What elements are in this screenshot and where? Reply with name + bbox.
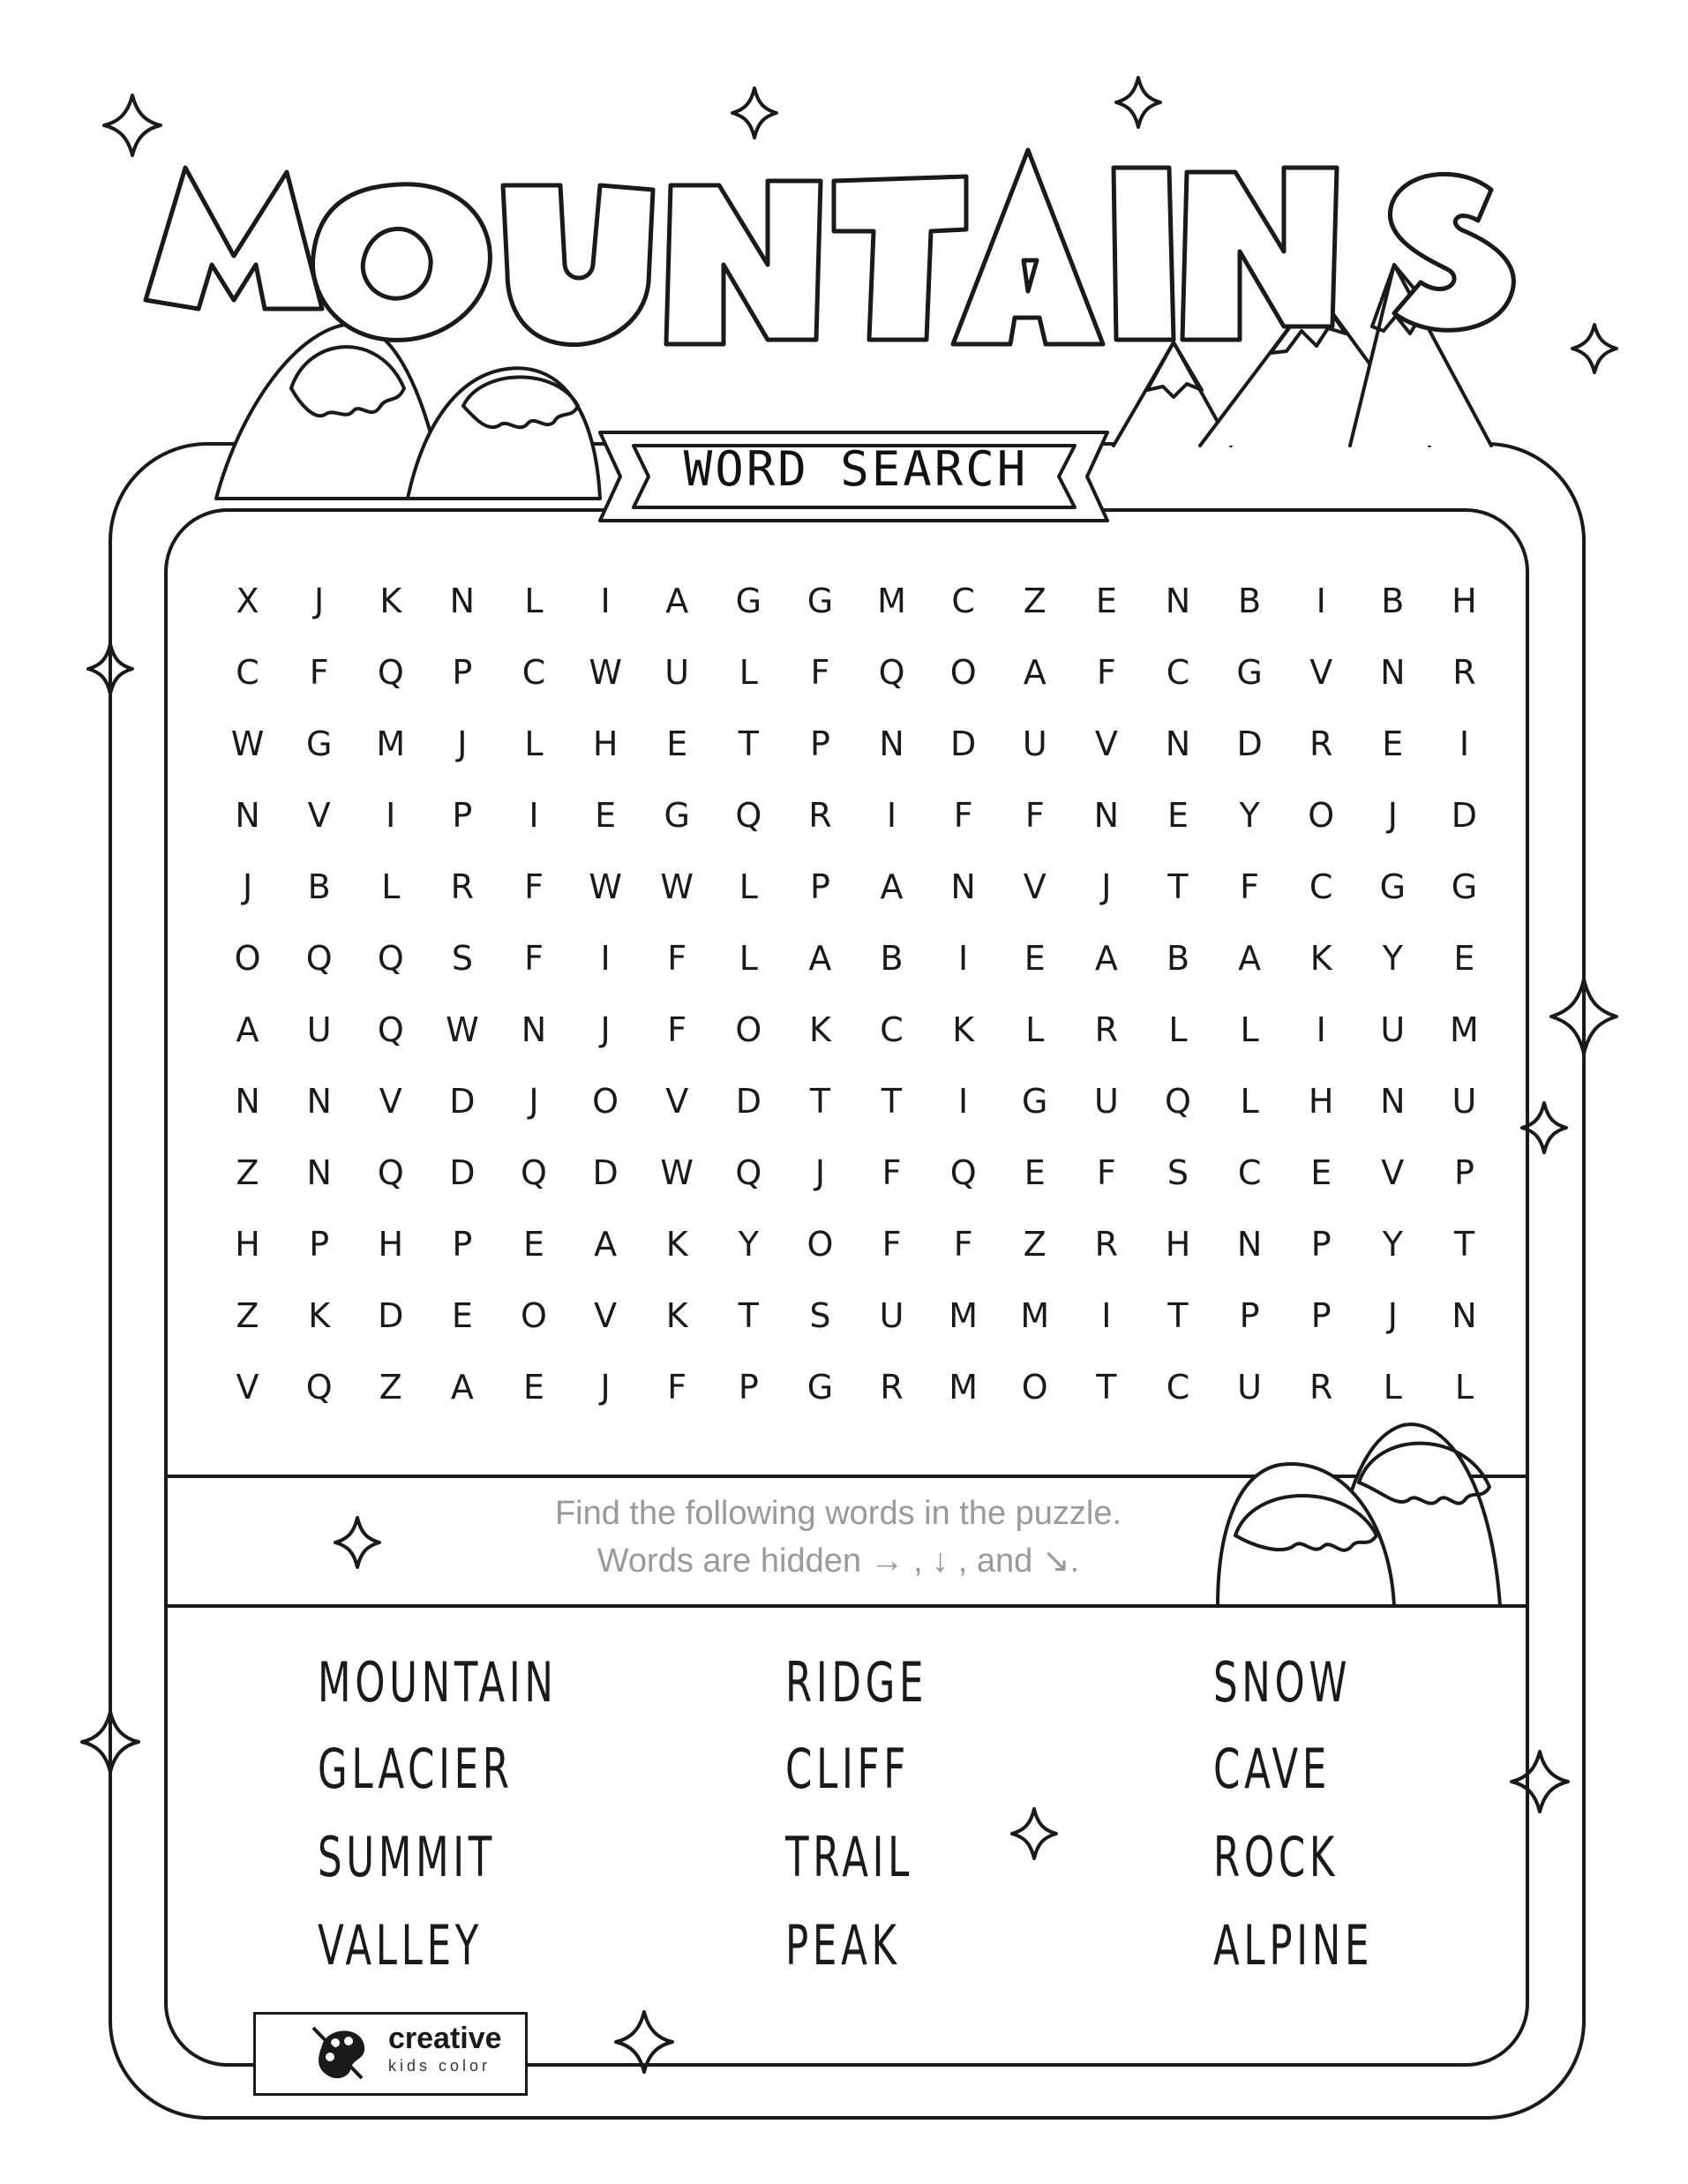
- grid-letter[interactable]: J: [814, 1152, 826, 1192]
- grid-letter[interactable]: J: [1387, 795, 1398, 835]
- grid-letter[interactable]: F: [667, 1367, 687, 1407]
- grid-letter[interactable]: V: [307, 795, 331, 835]
- grid-letter[interactable]: N: [449, 581, 476, 620]
- grid-letter[interactable]: U: [306, 1009, 332, 1049]
- grid-letter[interactable]: N: [1165, 724, 1191, 763]
- grid-letter[interactable]: O: [521, 1295, 547, 1335]
- grid-letter[interactable]: X: [236, 581, 259, 620]
- grid-letter[interactable]: J: [600, 1367, 611, 1407]
- grid-letter[interactable]: S: [451, 938, 473, 978]
- grid-letter[interactable]: M: [376, 724, 406, 763]
- grid-letter[interactable]: C: [521, 652, 546, 692]
- grid-letter[interactable]: P: [309, 1224, 330, 1264]
- grid-letter[interactable]: I: [958, 1081, 969, 1121]
- grid-letter[interactable]: E: [451, 1295, 473, 1335]
- grid-letter[interactable]: L: [1383, 1367, 1402, 1407]
- grid-letter[interactable]: L: [524, 581, 544, 620]
- grid-letter[interactable]: J: [242, 867, 253, 906]
- grid-letter[interactable]: G: [735, 581, 762, 620]
- grid-letter[interactable]: I: [1316, 1009, 1326, 1049]
- title-letter-a: [953, 150, 1103, 344]
- grid-letter[interactable]: B: [1238, 581, 1262, 620]
- grid-letter[interactable]: V: [1381, 1152, 1405, 1192]
- grid-letter[interactable]: C: [1237, 1152, 1262, 1192]
- grid-letter[interactable]: R: [1309, 1367, 1333, 1407]
- grid-letter[interactable]: A: [236, 1009, 259, 1049]
- grid-letter[interactable]: D: [592, 1152, 619, 1192]
- grid-letter[interactable]: P: [1453, 1152, 1474, 1192]
- grid-letter[interactable]: O: [735, 1009, 762, 1049]
- grid-letter[interactable]: F: [524, 867, 544, 906]
- grid-letter[interactable]: J: [600, 1009, 611, 1049]
- grid-letter[interactable]: O: [1021, 1367, 1048, 1407]
- grid-letter[interactable]: Y: [1382, 938, 1403, 978]
- title-letter-m: [146, 168, 322, 309]
- grid-letter[interactable]: H: [592, 724, 619, 763]
- grid-row: [212, 779, 1500, 851]
- grid-letter[interactable]: I: [600, 581, 611, 620]
- grid-letter[interactable]: G: [1379, 867, 1407, 906]
- grid-letter[interactable]: V: [594, 1295, 618, 1335]
- grid-letter[interactable]: L: [1168, 1009, 1188, 1049]
- creative-kids-color-logo: [253, 2012, 528, 2096]
- grid-letter[interactable]: T: [1167, 1295, 1189, 1335]
- grid-row: [212, 1065, 1500, 1137]
- grid-letter[interactable]: U: [1093, 1081, 1119, 1121]
- grid-letter[interactable]: V: [1094, 724, 1118, 763]
- grid-letter[interactable]: U: [879, 1295, 904, 1335]
- grid-letter[interactable]: K: [665, 1295, 688, 1335]
- grid-letter[interactable]: N: [306, 1152, 332, 1192]
- grid-letter[interactable]: H: [1452, 581, 1477, 620]
- hill-left-small: [408, 368, 600, 499]
- grid-letter[interactable]: A: [1094, 938, 1118, 978]
- grid-letter[interactable]: I: [600, 938, 611, 978]
- grid-letter[interactable]: Z: [236, 1152, 259, 1192]
- grid-row: [212, 994, 1500, 1065]
- grid-letter[interactable]: M: [1450, 1009, 1479, 1049]
- grid-letter[interactable]: D: [449, 1152, 476, 1192]
- grid-letter[interactable]: A: [594, 1224, 618, 1264]
- grid-letter[interactable]: I: [886, 795, 897, 835]
- grid-letter[interactable]: K: [379, 581, 402, 620]
- grid-letter[interactable]: Z: [1023, 1224, 1047, 1264]
- word-list-item: SUMMIT: [318, 1825, 497, 1889]
- grid-letter[interactable]: C: [1166, 652, 1190, 692]
- grid-letter[interactable]: M: [877, 581, 906, 620]
- grid-letter[interactable]: A: [1238, 938, 1262, 978]
- grid-letter[interactable]: O: [949, 652, 977, 692]
- word-list: [318, 1650, 1421, 2003]
- grid-letter[interactable]: A: [1023, 652, 1047, 692]
- grid-letter[interactable]: U: [1237, 1367, 1262, 1407]
- title-letter-u: [503, 185, 653, 345]
- grid-letter[interactable]: Q: [305, 938, 333, 978]
- grid-letter[interactable]: Q: [305, 1367, 333, 1407]
- grid-letter[interactable]: N: [1236, 1224, 1263, 1264]
- grid-letter[interactable]: K: [308, 1295, 331, 1335]
- grid-letter[interactable]: O: [592, 1081, 619, 1121]
- grid-letter[interactable]: F: [882, 1224, 902, 1264]
- grid-letter[interactable]: F: [1096, 652, 1116, 692]
- grid-letter[interactable]: K: [665, 1224, 688, 1264]
- grid-letter[interactable]: A: [450, 1367, 474, 1407]
- grid-letter[interactable]: E: [1453, 938, 1475, 978]
- instructions-line-1: Find the following words in the puzzle.: [554, 1495, 1122, 1532]
- grid-letter[interactable]: C: [880, 1009, 904, 1049]
- logo-subtext: kids color: [388, 2057, 491, 2075]
- grid-letter[interactable]: V: [1023, 867, 1047, 906]
- grid-letter[interactable]: Q: [521, 1152, 547, 1192]
- grid-letter[interactable]: N: [306, 1081, 332, 1121]
- grid-letter[interactable]: M: [1020, 1295, 1050, 1335]
- grid-letter[interactable]: J: [1101, 867, 1112, 906]
- word-list-item: CAVE: [1213, 1737, 1332, 1801]
- grid-letter[interactable]: I: [958, 938, 969, 978]
- grid-letter[interactable]: L: [1240, 1009, 1259, 1049]
- grid-letter[interactable]: L: [1025, 1009, 1045, 1049]
- grid-letter[interactable]: L: [739, 867, 758, 906]
- grid-letter[interactable]: E: [1095, 581, 1117, 620]
- grid-letter[interactable]: Y: [1239, 795, 1260, 835]
- grid-letter[interactable]: L: [739, 938, 758, 978]
- logo-text: creative: [388, 2022, 502, 2055]
- grid-row: [212, 1137, 1500, 1208]
- grid-letter[interactable]: G: [305, 724, 333, 763]
- grid-letter[interactable]: Q: [735, 1152, 762, 1192]
- grid-letter[interactable]: K: [808, 1009, 831, 1049]
- grid-letter[interactable]: L: [739, 652, 758, 692]
- letter-grid-table: [212, 565, 1500, 1422]
- grid-letter[interactable]: R: [808, 795, 832, 835]
- grid-letter[interactable]: C: [1166, 1367, 1190, 1407]
- grid-letter[interactable]: L: [381, 867, 401, 906]
- grid-letter[interactable]: C: [1309, 867, 1333, 906]
- grid-letter[interactable]: F: [309, 652, 329, 692]
- grid-letter[interactable]: O: [806, 1224, 834, 1264]
- grid-letter[interactable]: R: [880, 1367, 904, 1407]
- title-letters: [146, 150, 1513, 345]
- grid-letter[interactable]: F: [953, 795, 973, 835]
- grid-letter[interactable]: W: [230, 724, 265, 763]
- grid-letter[interactable]: Q: [377, 1152, 404, 1192]
- grid-letter[interactable]: F: [667, 1009, 687, 1049]
- word-list-item: GLACIER: [318, 1737, 514, 1801]
- grid-letter[interactable]: U: [664, 652, 690, 692]
- grid-letter[interactable]: I: [1101, 1295, 1112, 1335]
- grid-letter[interactable]: M: [949, 1295, 979, 1335]
- grid-row: [212, 708, 1500, 779]
- grid-letter[interactable]: T: [1096, 1367, 1117, 1407]
- grid-letter[interactable]: R: [1309, 724, 1333, 763]
- grid-letter[interactable]: W: [589, 652, 622, 692]
- grid-letter[interactable]: L: [1240, 1081, 1259, 1121]
- grid-letter[interactable]: W: [589, 867, 622, 906]
- title-letter-i: [1114, 168, 1174, 340]
- grid-letter[interactable]: A: [665, 581, 689, 620]
- grid-letter[interactable]: J: [457, 724, 468, 763]
- grid-letter[interactable]: N: [879, 724, 904, 763]
- grid-letter[interactable]: D: [950, 724, 977, 763]
- word-list-item: SNOW: [1213, 1650, 1352, 1715]
- grid-letter[interactable]: F: [953, 1224, 973, 1264]
- grid-letter[interactable]: P: [809, 724, 830, 763]
- grid-letter[interactable]: C: [951, 581, 975, 620]
- grid-letter[interactable]: D: [1451, 795, 1478, 835]
- grid-letter[interactable]: S: [1167, 1152, 1189, 1192]
- grid-letter[interactable]: F: [810, 652, 830, 692]
- grid-letter[interactable]: F: [1024, 795, 1045, 835]
- grid-letter[interactable]: E: [522, 1224, 544, 1264]
- grid-letter[interactable]: H: [378, 1224, 404, 1264]
- grid-letter[interactable]: Q: [735, 795, 762, 835]
- sparkle-icon: [732, 88, 776, 138]
- grid-letter[interactable]: O: [1308, 795, 1335, 835]
- grid-row: [212, 1280, 1500, 1351]
- grid-letter[interactable]: F: [667, 938, 687, 978]
- grid-letter[interactable]: P: [738, 1367, 759, 1407]
- grid-letter[interactable]: H: [1165, 1224, 1191, 1264]
- sparkle-icon: [104, 95, 161, 155]
- grid-letter[interactable]: V: [236, 1367, 259, 1407]
- grid-letter[interactable]: K: [952, 1009, 975, 1049]
- grid-letter[interactable]: Y: [738, 1224, 759, 1264]
- grid-letter[interactable]: V: [665, 1081, 689, 1121]
- grid-letter[interactable]: N: [1452, 1295, 1477, 1335]
- grid-letter[interactable]: T: [881, 1081, 903, 1121]
- grid-letter[interactable]: G: [664, 795, 690, 835]
- grid-letter[interactable]: E: [666, 724, 688, 763]
- sparkle-icon: [1572, 325, 1617, 372]
- grid-letter[interactable]: V: [379, 1081, 402, 1121]
- title-letter-n: [666, 181, 821, 344]
- grid-letter[interactable]: Z: [1023, 581, 1047, 620]
- grid-letter[interactable]: U: [1380, 1009, 1406, 1049]
- grid-letter[interactable]: Q: [377, 652, 404, 692]
- grid-letter[interactable]: G: [806, 581, 834, 620]
- grid-letter[interactable]: F: [524, 938, 544, 978]
- grid-row: [212, 565, 1500, 636]
- sparkle-icon: [1116, 78, 1160, 127]
- grid-letter[interactable]: N: [950, 867, 976, 906]
- title-letter-o: [312, 184, 490, 341]
- grid-letter[interactable]: R: [450, 867, 475, 906]
- grid-letter[interactable]: R: [1452, 652, 1476, 692]
- grid-letter[interactable]: E: [1167, 795, 1189, 835]
- grid-row: [212, 1351, 1500, 1422]
- word-list-item: MOUNTAIN: [318, 1650, 558, 1715]
- grid-letter[interactable]: I: [1316, 581, 1326, 620]
- grid-letter[interactable]: O: [234, 938, 261, 978]
- grid-letter[interactable]: U: [1452, 1081, 1477, 1121]
- grid-letter[interactable]: K: [1309, 938, 1332, 978]
- grid-letter[interactable]: N: [1380, 1081, 1406, 1121]
- grid-letter[interactable]: W: [660, 867, 694, 906]
- grid-letter[interactable]: Q: [1165, 1081, 1191, 1121]
- grid-letter[interactable]: E: [1024, 938, 1046, 978]
- grid-letter[interactable]: Z: [236, 1295, 259, 1335]
- grid-letter[interactable]: P: [452, 1224, 473, 1264]
- grid-letter[interactable]: E: [522, 1367, 544, 1407]
- grid-letter[interactable]: I: [1459, 724, 1470, 763]
- grid-letter[interactable]: L: [1454, 1367, 1474, 1407]
- grid-letter[interactable]: P: [1310, 1224, 1332, 1264]
- grid-letter[interactable]: T: [738, 724, 759, 763]
- grid-letter[interactable]: V: [1309, 652, 1333, 692]
- grid-letter[interactable]: P: [809, 867, 830, 906]
- grid-letter[interactable]: H: [235, 1224, 260, 1264]
- grid-letter[interactable]: E: [1024, 1152, 1046, 1192]
- grid-letter[interactable]: E: [1310, 1152, 1332, 1192]
- grid-letter[interactable]: P: [1310, 1295, 1332, 1335]
- grid-letter[interactable]: C: [236, 652, 259, 692]
- instructions-line-2: Words are hidden → , ↓ , and ↘.: [596, 1542, 1080, 1580]
- grid-letter[interactable]: G: [1451, 867, 1478, 906]
- grid-letter[interactable]: N: [235, 795, 260, 835]
- word-list-item: TRAIL: [785, 1825, 914, 1889]
- grid-letter[interactable]: L: [524, 724, 544, 763]
- grid-letter[interactable]: W: [446, 1009, 479, 1049]
- grid-letter[interactable]: E: [1382, 724, 1404, 763]
- grid-letter[interactable]: P: [1239, 1295, 1260, 1335]
- grid-letter[interactable]: F: [1096, 1152, 1116, 1192]
- grid-letter[interactable]: Q: [949, 1152, 977, 1192]
- title-letter-t: [834, 176, 966, 340]
- grid-letter[interactable]: N: [1380, 652, 1406, 692]
- grid-letter[interactable]: H: [1308, 1081, 1334, 1121]
- grid-letter[interactable]: N: [1093, 795, 1120, 835]
- grid-letter[interactable]: I: [386, 795, 396, 835]
- grid-letter[interactable]: Q: [377, 1009, 404, 1049]
- word-list-item: VALLEY: [318, 1913, 484, 1978]
- grid-letter[interactable]: N: [1165, 581, 1191, 620]
- word-list-item: RIDGE: [785, 1650, 928, 1715]
- title-letter-s: [1390, 174, 1513, 330]
- palette-icon: [309, 2023, 375, 2085]
- grid-letter[interactable]: J: [1387, 1295, 1398, 1335]
- instructions: [494, 1490, 1182, 1585]
- grid-letter[interactable]: T: [809, 1081, 831, 1121]
- grid-letter[interactable]: F: [1240, 867, 1260, 906]
- grid-letter[interactable]: G: [1236, 652, 1263, 692]
- grid-letter[interactable]: D: [735, 1081, 761, 1121]
- grid-letter[interactable]: E: [595, 795, 617, 835]
- grid-letter[interactable]: Y: [1382, 1224, 1403, 1264]
- grid-letter[interactable]: D: [378, 1295, 404, 1335]
- word-list-item: CLIFF: [785, 1737, 910, 1801]
- grid-letter[interactable]: T: [738, 1295, 759, 1335]
- grid-letter[interactable]: B: [1381, 581, 1405, 620]
- title-letter-n2: [1182, 168, 1337, 340]
- word-list-item: ALPINE: [1213, 1913, 1374, 1978]
- grid-letter[interactable]: B: [1166, 938, 1190, 978]
- grid-letter[interactable]: N: [521, 1009, 547, 1049]
- grid-letter[interactable]: A: [880, 867, 904, 906]
- grid-letter[interactable]: G: [806, 1367, 834, 1407]
- grid-letter[interactable]: D: [1236, 724, 1263, 763]
- word-search-banner: WORD SEARCH: [683, 441, 1029, 497]
- grid-letter[interactable]: P: [452, 652, 473, 692]
- grid-letter[interactable]: J: [314, 581, 325, 620]
- grid-letter[interactable]: R: [1094, 1009, 1119, 1049]
- word-list-item: ROCK: [1213, 1825, 1339, 1889]
- grid-letter[interactable]: R: [1094, 1224, 1119, 1264]
- grid-letter[interactable]: P: [452, 795, 473, 835]
- grid-row: [212, 1208, 1500, 1280]
- grid-letter[interactable]: U: [1022, 724, 1047, 763]
- grid-row: [212, 851, 1500, 922]
- grid-letter[interactable]: D: [449, 1081, 476, 1121]
- grid-letter[interactable]: W: [660, 1152, 694, 1192]
- grid-letter[interactable]: Q: [878, 652, 905, 692]
- grid-letter[interactable]: T: [1167, 867, 1189, 906]
- grid-letter[interactable]: S: [809, 1295, 831, 1335]
- grid-letter[interactable]: B: [307, 867, 331, 906]
- grid-row: [212, 922, 1500, 994]
- grid-letter[interactable]: Z: [379, 1367, 402, 1407]
- grid-letter[interactable]: G: [1022, 1081, 1048, 1121]
- grid-letter[interactable]: J: [529, 1081, 539, 1121]
- grid-letter[interactable]: T: [1453, 1224, 1475, 1264]
- grid-letter[interactable]: Q: [377, 938, 404, 978]
- grid-letter[interactable]: I: [529, 795, 539, 835]
- grid-letter[interactable]: M: [949, 1367, 979, 1407]
- grid-letter[interactable]: F: [882, 1152, 902, 1192]
- letter-grid: [212, 565, 1500, 1438]
- grid-row: [212, 636, 1500, 708]
- word-list-item: PEAK: [785, 1913, 901, 1978]
- grid-letter[interactable]: A: [808, 938, 832, 978]
- grid-letter[interactable]: N: [235, 1081, 260, 1121]
- grid-letter[interactable]: B: [880, 938, 904, 978]
